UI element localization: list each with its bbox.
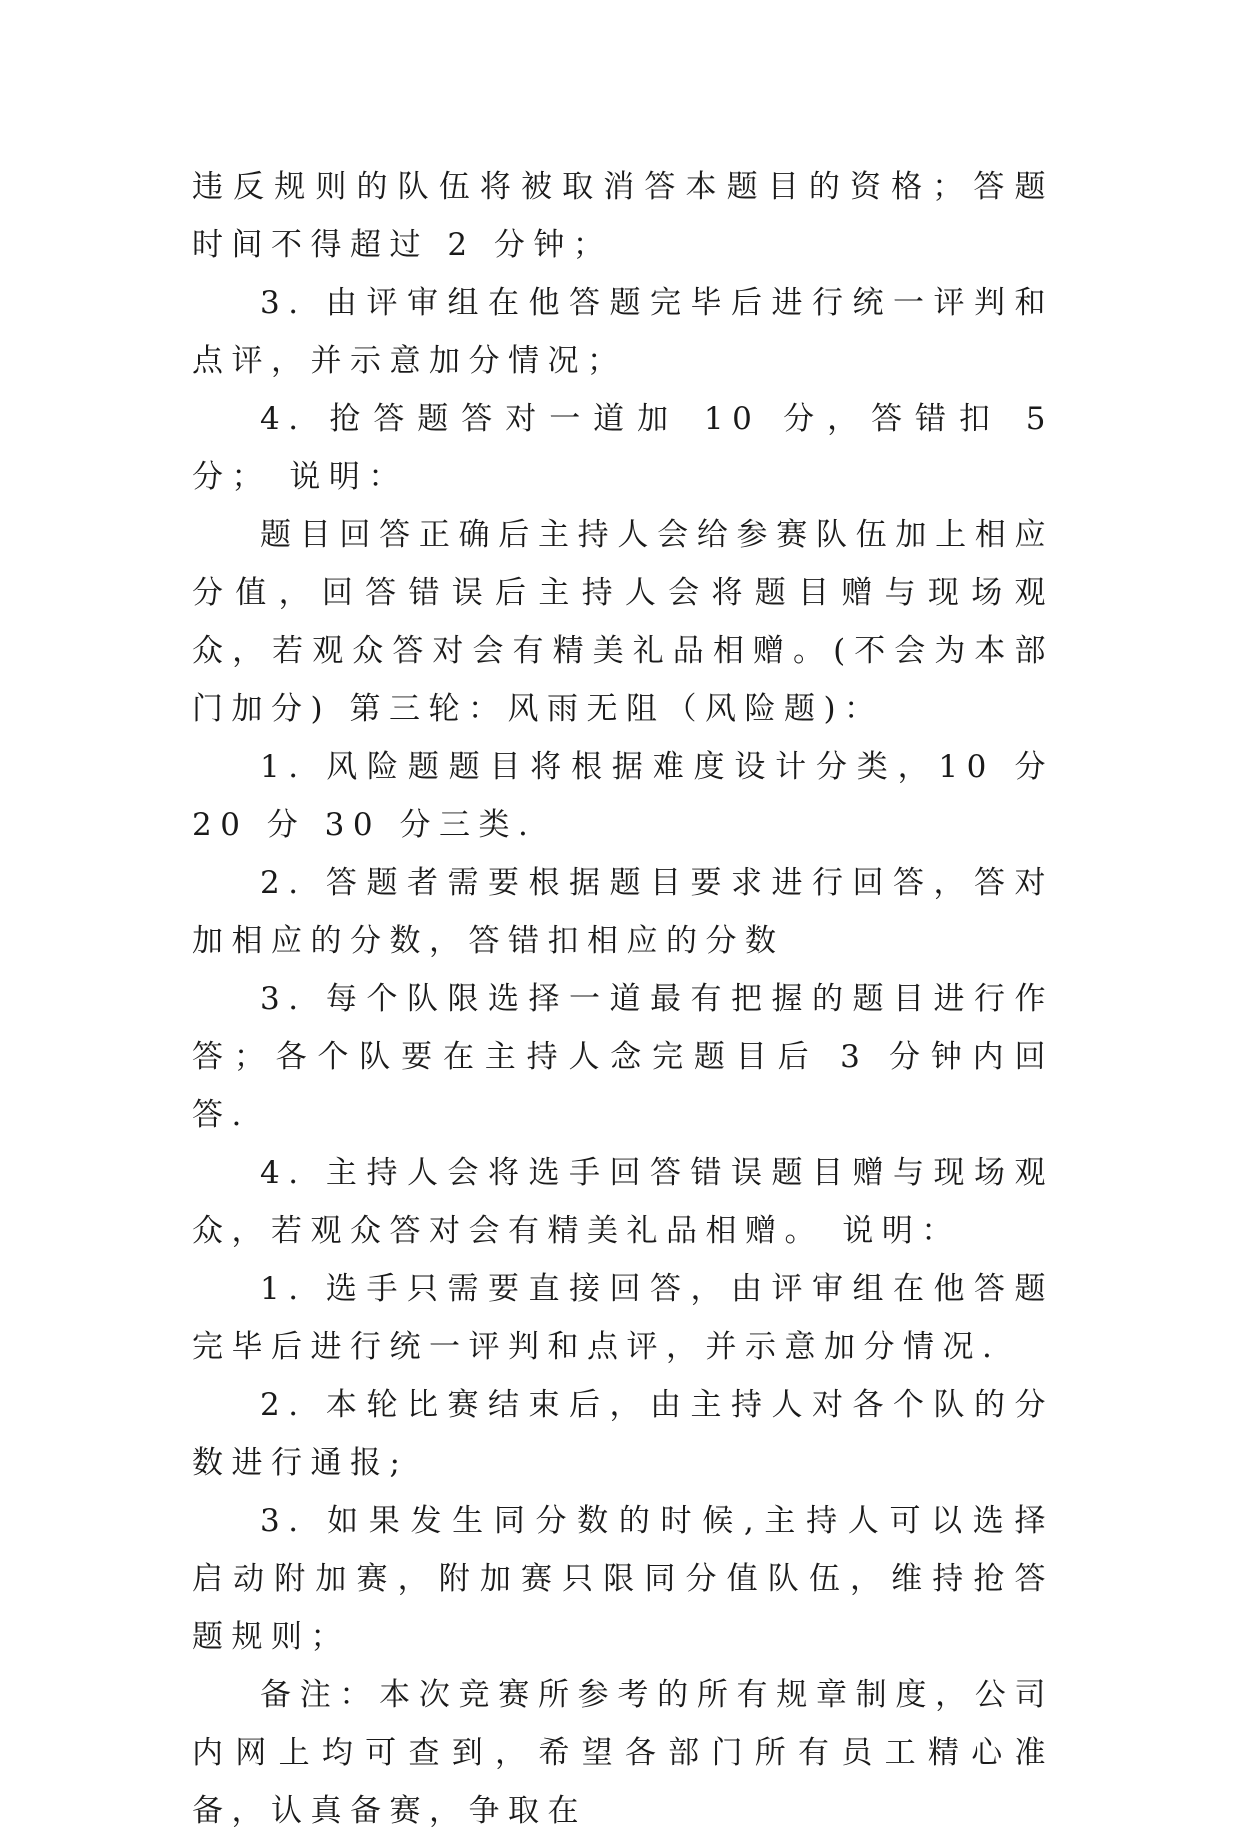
paragraph-explanation: 题目回答正确后主持人会给参赛队伍加上相应分值，回答错误后主持人会将题目赠与现场观众，若观众答对会有精美礼品相赠。(不会为本部门加分) 第三轮：风雨无阻（风险题)：: [192, 517, 1054, 727]
paragraph-risk-rule-3: 3. 每个队限选择一道最有把握的题目进行作答；各个队要在主持人念完题目后 3 分钟内回答.: [192, 981, 1054, 1133]
paragraph-note-2: 2. 本轮比赛结束后，由主持人对各个队的分数进行通报;: [192, 1387, 1054, 1481]
paragraph-risk-rule-2: 2. 答题者需要根据题目要求进行回答，答对加相应的分数，答错扣相应的分数: [192, 865, 1054, 959]
paragraph-note-1: 1. 选手只需要直接回答，由评审组在他答题完毕后进行统一评判和点评，并示意加分情况.: [192, 1271, 1054, 1365]
paragraph-risk-rule-4: 4. 主持人会将选手回答错误题目赠与现场观众，若观众答对会有精美礼品相赠。 说明：: [192, 1155, 1054, 1249]
paragraph-continuation: 违反规则的队伍将被取消答本题目的资格；答题时间不得超过 2 分钟；: [192, 169, 1054, 263]
paragraph-note-3: 3. 如果发生同分数的时候,主持人可以选择启动附加赛，附加赛只限同分值队伍，维持抢答题规则；: [192, 1503, 1054, 1655]
paragraph-rule-3: 3. 由评审组在他答题完毕后进行统一评判和点评，并示意加分情况；: [192, 285, 1054, 379]
paragraph-risk-rule-1: 1. 风险题题目将根据难度设计分类，10 分 20 分 30 分三类.: [192, 749, 1054, 843]
paragraph-rule-4: 4. 抢答题答对一道加 10 分，答错扣 5 分； 说明：: [192, 401, 1054, 495]
paragraph-remarks: 备注：本次竞赛所参考的所有规章制度，公司内网上均可查到，希望各部门所有员工精心准备，认真备赛，争取在: [192, 1677, 1054, 1829]
document-body: [192, 158, 1054, 1840]
